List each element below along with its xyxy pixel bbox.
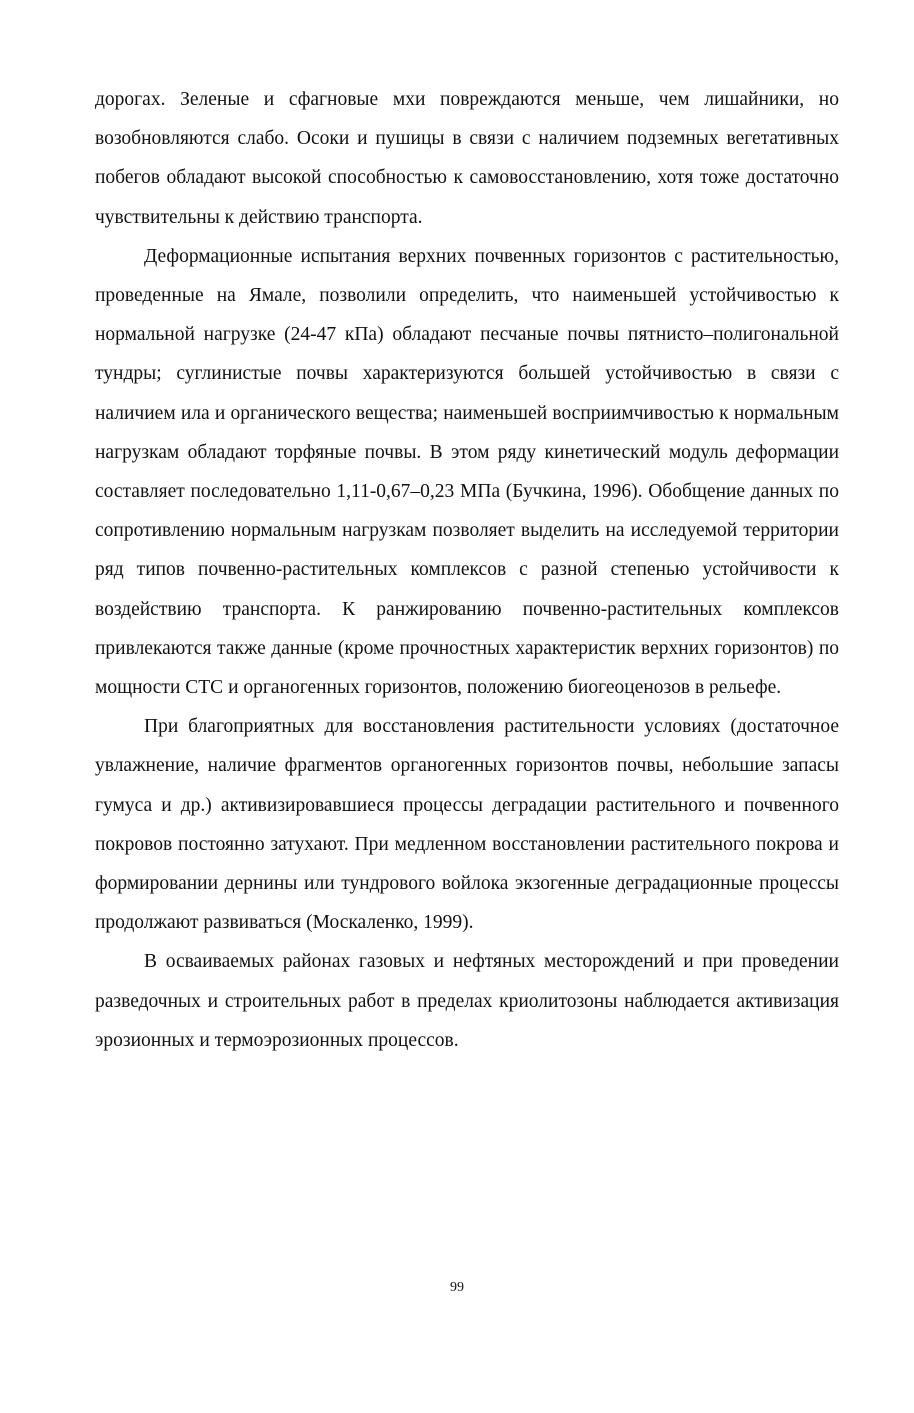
body-text (95, 80, 839, 1060)
paragraph-4: В осваиваемых районах газовых и нефтяных месторождений и при проведении разведочных и строительных работ в пределах криолитозоны наблюдается активизация эрозионных и термоэрозионных процессов. (95, 951, 839, 1051)
page-number: 99 (450, 1280, 464, 1295)
paragraph-3: При благоприятных для восстановления растительности условиях (достаточное увлажнение, наличие фрагментов органогенных горизонтов почвы, небольшие запасы гумуса и др.) активизировавшиеся процессы деградации растительного и почвенного покровов постоянно затухают. При медленном восстановлении растительного покрова и формировании дернины или тундрового войлока экзогенные деградационные процессы продолжают развиваться (Москаленко, 1999). (95, 716, 839, 934)
paragraph-2: Деформационные испытания верхних почвенных горизонтов с растительностью, проведенные на Ямале, позволили определить, что наименьшей устойчивостью к нормальной нагрузке (24-47 кПа) обладают песчаные почвы пятнисто–полигональной тундры; суглинистые почвы характеризуются большей устойчивостью в связи с наличием ила и органического вещества; наименьшей восприимчивостью к нормальным нагрузкам обладают торфяные почвы. В этом ряду кинетический модуль деформации составляет последовательно 1,11-0,67–0,23 МПа (Бучкина, 1996). Обобщение данных по сопротивлению нормальным нагрузкам позволяет выделить на исследуемой территории ряд типов почвенно-растительных комплексов с разной степенью устойчивости к воздействию транспорта. К ранжированию почвенно-растительных комплексов привлекаются также данные (кроме прочностных характеристик верхних горизонтов) по мощности СТС и органогенных горизонтов, положению биогеоценозов в рельефе. (95, 245, 839, 699)
paragraph-1: дорогах. Зеленые и сфагновые мхи повреждаются меньше, чем лишайники, но возобновляются слабо. Осоки и пушицы в связи с наличием подземных вегетативных побегов обладают высокой способностью к самовосстановлению, хотя тоже достаточно чувствительны к действию транспорта. (95, 89, 839, 228)
